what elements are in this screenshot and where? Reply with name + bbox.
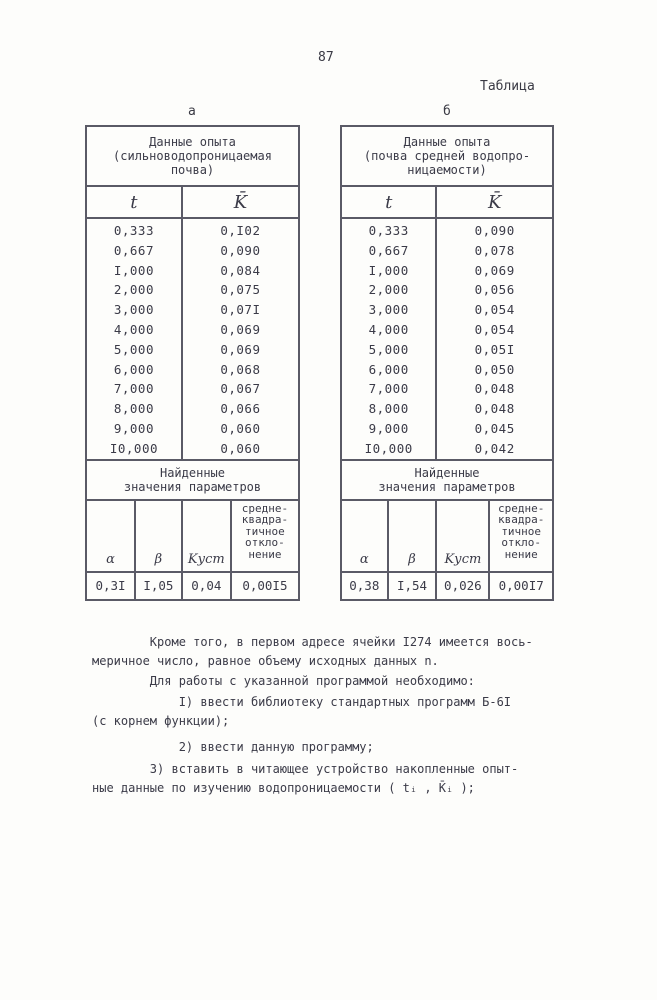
dev-line: тичное [501, 524, 542, 538]
t-value: 7,000 [113, 381, 154, 397]
k-value: 0,068 [220, 361, 261, 377]
k-value: 0,054 [474, 302, 515, 318]
k-value: 0,050 [474, 361, 515, 377]
t-value: 5,000 [368, 341, 409, 357]
header-line: ницаемости) [407, 163, 487, 177]
k-value: 0,060 [220, 440, 261, 456]
t-value: I,000 [113, 262, 154, 278]
t-value: 0,667 [113, 242, 154, 258]
found-line: Найденные [159, 465, 226, 480]
result-beta: I,54 [388, 572, 437, 600]
t-value: 0,667 [368, 242, 409, 258]
table-b [340, 125, 554, 601]
k-value: 0,084 [220, 262, 261, 278]
k-values [436, 218, 553, 460]
dev-line: откло- [501, 536, 542, 550]
param-kust: Kуст [436, 500, 489, 572]
k-value: 0,075 [220, 282, 261, 298]
k-value: 0,042 [474, 440, 515, 456]
paragraph-octal-note: Кроме того, в первом адресе ячейки I274 имеется вось- меричное число, равное объему исходных данных n. [92, 635, 533, 668]
col-k-header: K̄ [182, 186, 299, 218]
header-line: (почва средней водопро- [363, 149, 531, 163]
t-value: 7,000 [368, 381, 409, 397]
t-value: 2,000 [113, 282, 154, 298]
k-value: 0,066 [220, 401, 261, 417]
k-value: 0,090 [220, 242, 261, 258]
t-value: 4,000 [368, 321, 409, 337]
found-line: значения параметров [378, 479, 516, 494]
k-value: 0,069 [220, 341, 261, 357]
found-params-header [86, 460, 299, 500]
param-std-deviation [231, 500, 299, 572]
param-beta: β [135, 500, 182, 572]
header-line: почва) [170, 163, 215, 177]
t-value: I0,000 [364, 440, 413, 456]
k-value: 0,069 [220, 321, 261, 337]
t-values [341, 218, 436, 460]
paragraph-step-3: 3) вставить в читающее устройство накопленные опыт- ные данные по изучению водопроницаемости ( tᵢ , K̄ᵢ ); [92, 762, 519, 795]
dev-line: средне- [241, 501, 289, 515]
t-value: 9,000 [113, 420, 154, 436]
t-value: 3,000 [368, 302, 409, 318]
dev-line: нение [504, 547, 538, 561]
paragraph-step-1: I) ввести библиотеку стандартных программ Б-6I (с корнем функции); [92, 695, 512, 728]
k-values [182, 218, 299, 460]
table-a-label: а [188, 104, 196, 119]
table-b-label: б [443, 104, 451, 119]
k-value: 0,069 [474, 262, 515, 278]
t-value: 9,000 [368, 420, 409, 436]
param-alpha: α [86, 500, 135, 572]
col-k-header: K̄ [436, 186, 553, 218]
t-value: 3,000 [113, 302, 154, 318]
result-beta: I,05 [135, 572, 182, 600]
param-kust: Kуст [182, 500, 231, 572]
k-value: 0,090 [474, 223, 515, 238]
paragraph-step-2: 2) ввести данную программу; [92, 740, 374, 754]
t-values [86, 218, 182, 460]
header-line: Данные опыта [149, 135, 236, 149]
result-alpha: 0,38 [341, 572, 388, 600]
dev-line: квадра- [498, 513, 545, 527]
t-value: 5,000 [113, 341, 154, 357]
t-value: 6,000 [368, 361, 409, 377]
k-value: 0,056 [474, 282, 515, 298]
dev-line: тичное [245, 524, 285, 538]
result-kust: 0,026 [436, 572, 489, 600]
k-value: 0,060 [220, 420, 261, 436]
t-value: I0,000 [109, 440, 158, 456]
paragraph-requirements-intro: Для работы с указанной программой необходимо: [92, 674, 475, 688]
header-line: Данные опыта [403, 135, 491, 149]
found-line: значения параметров [123, 479, 262, 494]
table-a-header [86, 126, 299, 186]
header-line: (сильноводопроницаемая [113, 149, 272, 163]
k-value: 0,048 [474, 381, 515, 397]
k-value: 0,067 [220, 381, 261, 397]
k-value: 0,078 [474, 242, 515, 258]
dev-line: откло- [245, 536, 285, 550]
found-params-header [341, 460, 553, 500]
t-value: I,000 [368, 262, 409, 278]
t-value: 2,000 [368, 282, 409, 298]
k-value: 0,048 [474, 401, 515, 417]
result-alpha: 0,3I [86, 572, 135, 600]
result-std-deviation: 0,00I7 [489, 572, 553, 600]
found-line: Найденные [414, 465, 480, 480]
param-std-deviation [489, 500, 553, 572]
dev-line: квадра- [241, 513, 289, 527]
table-caption: Таблица [480, 79, 535, 94]
table-b-header [341, 126, 553, 186]
col-t-header: t [86, 186, 182, 218]
result-kust: 0,04 [182, 572, 231, 600]
k-value: 0,045 [474, 420, 515, 436]
dev-line: нение [248, 547, 282, 561]
table-a [85, 125, 300, 601]
t-value: 0,333 [113, 223, 154, 238]
k-value: 0,07I [220, 302, 261, 318]
t-value: 0,333 [368, 223, 409, 238]
t-value: 4,000 [113, 321, 154, 337]
k-value: 0,05I [474, 341, 515, 357]
k-value: 0,I02 [220, 223, 261, 238]
col-t-header: t [341, 186, 436, 218]
page-number: 87 [318, 50, 334, 65]
dev-line: средне- [498, 501, 545, 515]
param-alpha: α [341, 500, 388, 572]
param-beta: β [388, 500, 437, 572]
t-value: 8,000 [113, 401, 154, 417]
result-std-deviation: 0,00I5 [231, 572, 299, 600]
k-value: 0,054 [474, 321, 515, 337]
t-value: 8,000 [368, 401, 409, 417]
t-value: 6,000 [113, 361, 154, 377]
